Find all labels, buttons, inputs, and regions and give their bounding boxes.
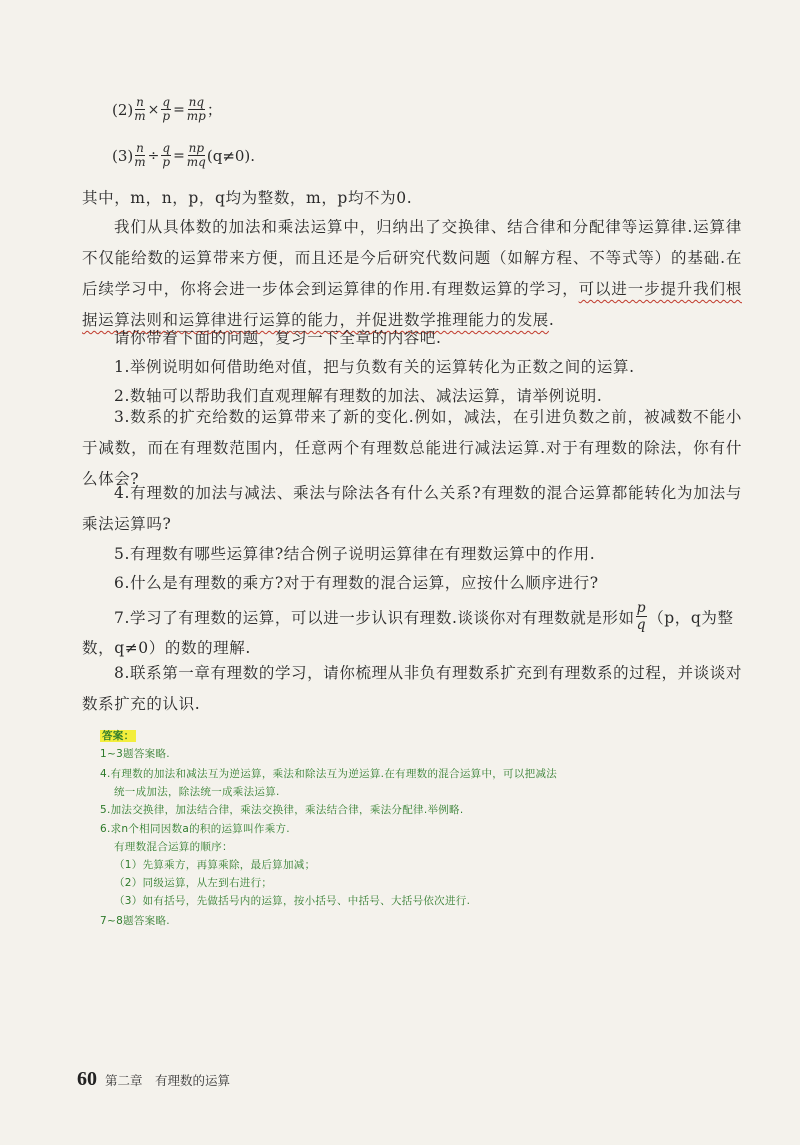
- answer-line: 6.求n个相同因数a的积的运算叫作乘方.: [100, 823, 290, 835]
- answer-line: 有理数混合运算的顺序：: [114, 841, 233, 853]
- fraction: $\frac{n}{m}$: [134, 141, 146, 169]
- question-4: 4.有理数的加法与减法、乘法与除法各有什么关系?有理数的混合运算都能转化为加法与乘法运算吗?: [82, 484, 742, 533]
- formula-label: (2): [112, 100, 134, 119]
- formula-3: (3) $\frac{n}{m}$ ÷ $\frac{q}{p}$ = $\frac{np}{mq}$ (q≠0).: [112, 141, 256, 169]
- question-8: 8.联系第一章有理数的学习，请你梳理从非负有理数系扩充到有理数系的过程，并谈谈对数系扩充的认识.: [82, 664, 742, 713]
- answer-line: （1）先算乘方，再算乘除，最后算加减；: [114, 859, 316, 871]
- review-intro: 请你带着下面的问题，复习一下全章的内容吧.: [114, 329, 442, 347]
- question-6: 6.什么是有理数的乘方?对于有理数的混合运算，应按什么顺序进行?: [114, 574, 599, 592]
- question-1: 1.举例说明如何借助绝对值，把与负数有关的运算转化为正数之间的运算.: [114, 358, 635, 376]
- answer-title: 答案：: [102, 730, 135, 742]
- condition-note: 其中，m，n，p，q均为整数，m，p均不为0.: [82, 189, 413, 207]
- page-number: 60: [77, 1068, 97, 1090]
- fraction: $\frac{np}{mq}$: [186, 141, 206, 169]
- question-5: 5.有理数有哪些运算律?结合例子说明运算律在有理数运算中的作用.: [114, 545, 596, 563]
- formula-label: (3): [112, 146, 134, 165]
- page-footer: [77, 1068, 230, 1091]
- answer-line: 4.有理数的加法和减法互为逆运算，乘法和除法互为逆运算.在有理数的混合运算中，可以把减法: [100, 768, 558, 780]
- question-7: 7.学习了有理数的运算，可以进一步认识有理数.谈谈你对有理数就是形如 $\frac{p}{q}$ （p，q为整: [114, 600, 734, 633]
- answer-line: （2）同级运算，从左到右进行；: [114, 877, 273, 889]
- answer-line: 1~3题答案略.: [100, 748, 170, 760]
- fraction: $\frac{nq}{mp}$: [186, 95, 206, 123]
- question-2: 2.数轴可以帮助我们直观理解有理数的加法、减法运算，请举例说明.: [114, 387, 603, 405]
- question-3: 3.数系的扩充给数的运算带来了新的变化.例如，减法，在引进负数之前，被减数不能小于减数，而在有理数范围内，任意两个有理数总能进行减法运算.对于有理数的除法，你有什么体会?: [82, 408, 742, 488]
- formula-2: (2) $\frac{n}{m}$ × $\frac{q}{p}$ = $\frac{nq}{mp}$ ；: [112, 95, 222, 123]
- fraction: $\frac{q}{p}$: [162, 141, 171, 169]
- highlighted-text: 可以进一步提升我们根据运算法则和运算律进行运算的能力，并促进数学推理能力的发展: [82, 280, 742, 329]
- answer-line: 统一成加法，除法统一成乘法运算.: [114, 786, 280, 798]
- fraction: $\frac{n}{m}$: [134, 95, 146, 123]
- fraction-p-over-q: $\frac{p}{q}$: [636, 600, 647, 633]
- summary-paragraph: 我们从具体数的加法和乘法运算中，归纳出了交换律、结合律和分配律等运算律.运算律不仅能给数的运算带来方便，而且还是今后研究代数问题（如解方程、不等式等）的基础.在后续学习中，你将会进一步体会到运算律的作用.有理数运算的学习，可以进一步提升我们根据运算法则和运算律进行运算的能力，并促进数学推理能力的发展.: [82, 218, 742, 329]
- answer-line: （3）如有括号，先做括号内的运算，按小括号、中括号、大括号依次进行.: [114, 895, 471, 907]
- answer-line: 5.加法交换律，加法结合律，乘法交换律，乘法结合律，乘法分配律.举例略.: [100, 804, 464, 816]
- answer-line: 7~8题答案略.: [100, 915, 170, 927]
- fraction: $\frac{q}{p}$: [162, 95, 171, 123]
- question-7-cont: 数，q≠0）的数的理解.: [82, 639, 251, 657]
- chapter-title: 第二章 有理数的运算: [105, 1073, 231, 1088]
